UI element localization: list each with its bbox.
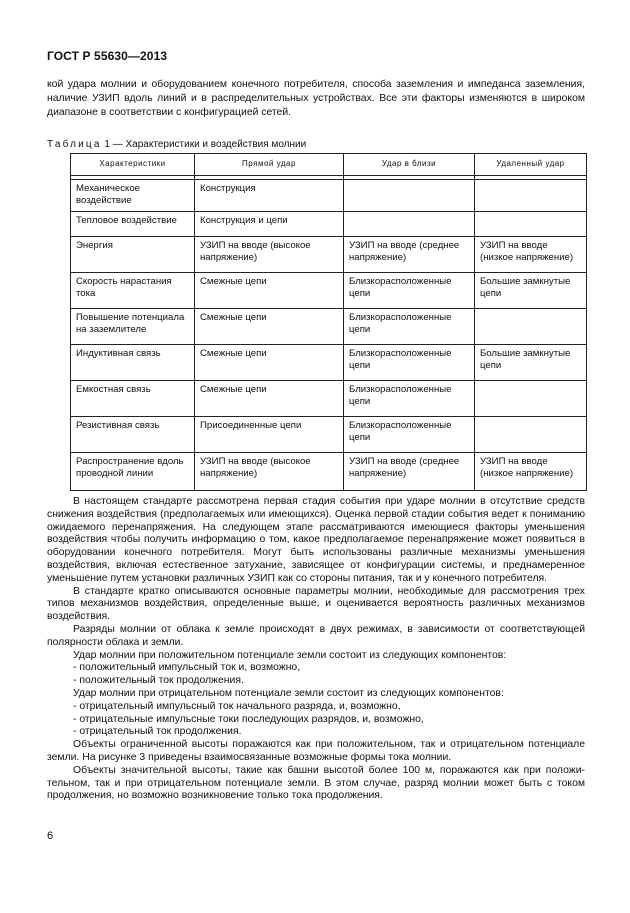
table-cell: Близкорасположенные цепи (344, 380, 475, 416)
table-cell (475, 416, 587, 452)
table-cell: Смежные цепи (195, 272, 344, 308)
paragraph: В стандарте кратко описываются основные параметры молнии, необходимые для рассмотрения трех типов механизмов воздействия, определенные выше, и оценивается вероятность различных механизмов воздействия. (47, 585, 585, 623)
table-caption-title: 1 — Характеристики и воздействия молнии (101, 139, 307, 150)
intro-paragraph: кой удара молнии и оборудованием конечного потребителя, способа заземления и импеданса заземления, наличие УЗИП вдоль линий и в распределительных устройствах. Все эти факторы изменяются в широком диапазоне в соответствии с конфигурацией сетей. (47, 79, 585, 118)
table-cell: Близкорасположенные цепи (344, 416, 475, 452)
table-cell (475, 211, 587, 236)
table-caption (47, 138, 306, 151)
table-header-row (71, 154, 587, 176)
table-cell (344, 180, 475, 212)
characteristics-table (70, 153, 587, 491)
header-remote-strike: Удаленный удар (475, 154, 587, 176)
table-cell: Емкостная связь (71, 380, 195, 416)
table-row (71, 308, 587, 344)
list-item: - отрицательный импульсный ток начального разряда, и, возможно, (73, 700, 401, 712)
table-cell: Конструкция (195, 180, 344, 212)
table-cell: Индуктивная связь (71, 344, 195, 380)
table-row (71, 416, 587, 452)
table-cell: Близкорасположенные цепи (344, 344, 475, 380)
table-row (71, 180, 587, 212)
paragraph: Разряды молнии от облака к земле происходят в двух режимах, в зависимости от соответствующей полярности облака и земли. (47, 623, 585, 648)
list-item: - отрицательные импульсные токи последующих разрядов, и, возможно, (73, 713, 424, 725)
table-row (71, 344, 587, 380)
list-item: - отрицательный ток продолжения. (73, 726, 242, 738)
paragraph: В настоящем стандарте рассмотрена первая стадия события при ударе молнии в отсутствие средств снижения воздействия (предполагаемых или имеющихся). Оценка первой стадии события ведет к пониманию ожидаемого перенапряжения. На следующем этапе рассматриваются имеющиеся факторы уменьшения воздействия чтобы получить информацию о том, какое предполагаемое перенапряжение может появиться в оборудовании конечного потребителя. Могут быть использованы различные механизмы уменьшения воздействия, включая естественное затухание, зависящее от конфигурации системы, и преднамеренное уменьшение путем установки различных УЗИП как со стороны питания, так и у конечного потребителя. (47, 496, 585, 584)
list-item: - положительный импульсный ток и, возможно, (73, 662, 301, 674)
table-cell: Смежные цепи (195, 344, 344, 380)
table-row (71, 236, 587, 272)
table-cell (475, 180, 587, 212)
table-cell: УЗИП на вводе (низкое напряжение) (475, 236, 587, 272)
header-nearby-strike: Удар в близи (344, 154, 475, 176)
table-row (71, 380, 587, 416)
page-number: 6 (47, 830, 54, 842)
table-cell: Резистивная связь (71, 416, 195, 452)
table-cell: Повышение потенциала на заземлителе (71, 308, 195, 344)
table-cell: Большие замкнутые цепи (475, 272, 587, 308)
table-cell: Тепловое воздействие (71, 211, 195, 236)
body-text (47, 496, 585, 803)
table-row (71, 452, 587, 490)
table-row (71, 272, 587, 308)
paragraph: Удар молнии при положительном потенциале земли состоит из следующих компонентов: (73, 649, 507, 661)
table-cell: Механическое воздействие (71, 180, 195, 212)
table-cell: УЗИП на вводе (среднее напряжение) (344, 236, 475, 272)
table-cell: Конструкция и цепи (195, 211, 344, 236)
table-cell: УЗИП на вводе (низкое напряжение) (475, 452, 587, 490)
table-caption-word: Таблица (47, 139, 102, 150)
table-row (71, 211, 587, 236)
table-cell: Присоединенные цепи (195, 416, 344, 452)
table-cell (475, 308, 587, 344)
table-cell: Смежные цепи (195, 308, 344, 344)
paragraph: Объекты значительной высоты, такие как башни высотой более 100 м, поражаются как при положительном, так и при отрицательном потенциале земли. В этом случае, разряд молнии может быть с током продолжения, но возможно возникновение только тока продолжения. (47, 764, 585, 802)
table-cell: УЗИП на вводе (высокое напряжение) (195, 452, 344, 490)
table-cell (344, 211, 475, 236)
table-cell: УЗИП на вводе (высокое напряжение) (195, 236, 344, 272)
table-cell: Близкорасположенные цепи (344, 308, 475, 344)
table-cell: Смежные цепи (195, 380, 344, 416)
document-header: ГОСТ Р 55630—2013 (47, 49, 168, 63)
list-item: - положительный ток продолжения. (73, 675, 244, 687)
table-cell: Большие замкнутые цепи (475, 344, 587, 380)
table-cell: Распространение вдоль проводной линии (71, 452, 195, 490)
header-direct-strike: Прямой удар (195, 154, 344, 176)
table-cell: Энергия (71, 236, 195, 272)
header-characteristics: Характеристики (71, 154, 195, 176)
paragraph: Удар молнии при отрицательном потенциале земли состоит из следующих компонентов: (73, 687, 504, 699)
table-cell: УЗИП на вводе (среднее напряжение) (344, 452, 475, 490)
table-cell (475, 380, 587, 416)
table-cell: Скорость нарастания тока (71, 272, 195, 308)
table-cell: Близкорасположенные цепи (344, 272, 475, 308)
paragraph: Объекты ограниченной высоты поражаются как при положительном, так и отрицательном потенциале земли. На рисунке 3 приведены взаимосвязанные возможные формы тока молнии. (47, 739, 585, 763)
